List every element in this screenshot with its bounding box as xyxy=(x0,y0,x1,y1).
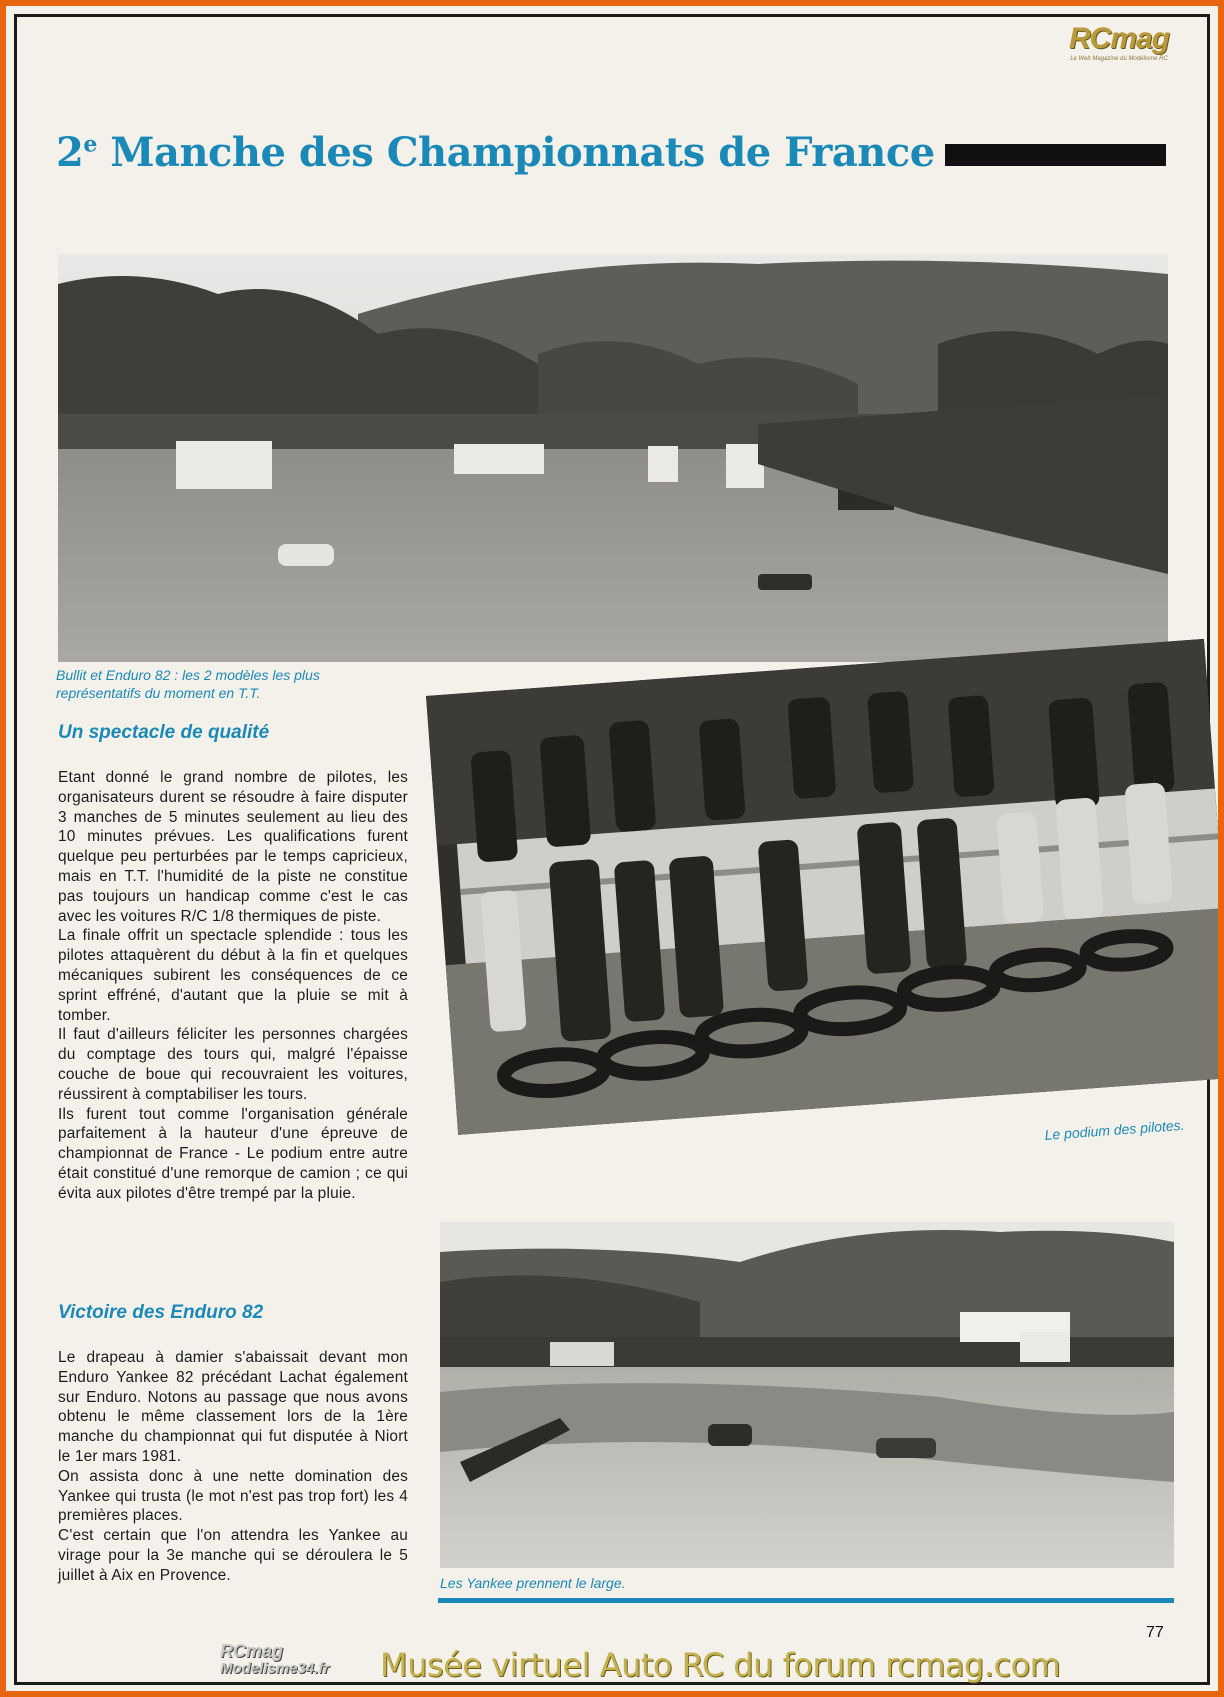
photo-track-race-image xyxy=(440,1222,1174,1568)
photo1-caption-line2: représentatifs du moment en T.T. xyxy=(56,685,261,701)
title-bar xyxy=(945,144,1166,166)
section1-paragraph: La finale offrit un spectacle splendide : tous les pilotes attaquèrent du début à la fin et quelques mécaniques subirent les conséquences de ce sprint effréné, d'autant que la pluie se mit à tomber. xyxy=(58,927,408,1024)
photo-podium-image xyxy=(426,639,1224,1135)
article-headline xyxy=(56,124,1166,180)
section1-paragraph: Etant donné le grand nombre de pilotes, les organisateurs durent se résoudre à faire disputer 3 manches de 5 minutes seulement au lieu des 10 minutes prévues. Les qualifications furent quelque peu perturbées par le temps capricieux, mais en T.T. l'humidité de la piste ne constitue pas toujours un handicap comme c'est le cas avec les voitures R/C 1/8 thermiques de piste. xyxy=(58,769,408,925)
page-number: 77 xyxy=(1146,1624,1164,1641)
photo1-caption-line1: Bullit et Enduro 82 : les 2 modèles les plus xyxy=(56,667,320,683)
section1-body xyxy=(58,768,408,1204)
photo1-caption xyxy=(56,666,436,702)
photo-track-panorama-image xyxy=(58,254,1168,662)
footer-logo-line2: Modelisme34.fr xyxy=(220,1660,330,1677)
article-title: 2e Manche des Championnats de France xyxy=(56,128,935,176)
section2-paragraph: C'est certain que l'on attendra les Yankee au virage pour la 3e manche qui se déroulera le 5 juillet à Aix en Provence. xyxy=(58,1527,408,1584)
section2-body xyxy=(58,1348,408,1586)
photo-track-race xyxy=(440,1222,1174,1568)
rcmag-logo xyxy=(1044,22,1194,62)
photo-track-panorama xyxy=(58,254,1168,662)
footer-logo-line1: RCmag xyxy=(220,1641,284,1661)
section2-paragraph: Le drapeau à damier s'abaissait devant mon Enduro Yankee 82 précédant Lachat également sur Enduro. Notons au passage que nous avons obtenu le même classement lors de la 1ère manche du championnat qui fut disputée à Niort le 1er mars 1981. xyxy=(58,1349,408,1465)
bottom-rule xyxy=(438,1598,1174,1603)
photo2-caption: Le podium des pilotes. xyxy=(1044,1116,1185,1143)
section1-paragraph: Ils furent tout comme l'organisation générale parfaitement à la hauteur d'une épreuve de championnat de France - Le podium entre autre était constitué d'une remorque de camion ; ce qui évita aux pilotes d'être trempé par la pluie. xyxy=(58,1105,408,1202)
footer-logo xyxy=(220,1642,329,1678)
footer-watermark-text: Musée virtuel Auto RC du forum rcmag.com xyxy=(380,1646,1061,1684)
photo3-caption: Les Yankee prennent le large. xyxy=(440,1575,626,1591)
section2-paragraph: On assista donc à une nette domination des Yankee qui trusta (le mot n'est pas trop fort) les 4 premières places. xyxy=(58,1467,408,1525)
section1-paragraph: Il faut d'ailleurs féliciter les personnes chargées du comptage des tours qui, malgré l'épaisse couche de boue qui recouvraient les voitures, réussirent à comptabiliser les tours. xyxy=(58,1026,408,1103)
photo-podium xyxy=(426,639,1224,1135)
section1-heading: Un spectacle de qualité xyxy=(58,722,270,743)
rcmag-logo-text: RCmag xyxy=(1068,22,1169,55)
section2-heading: Victoire des Enduro 82 xyxy=(58,1302,264,1323)
rcmag-tagline: Le Web Magazine du Modélisme RC xyxy=(1070,56,1168,62)
